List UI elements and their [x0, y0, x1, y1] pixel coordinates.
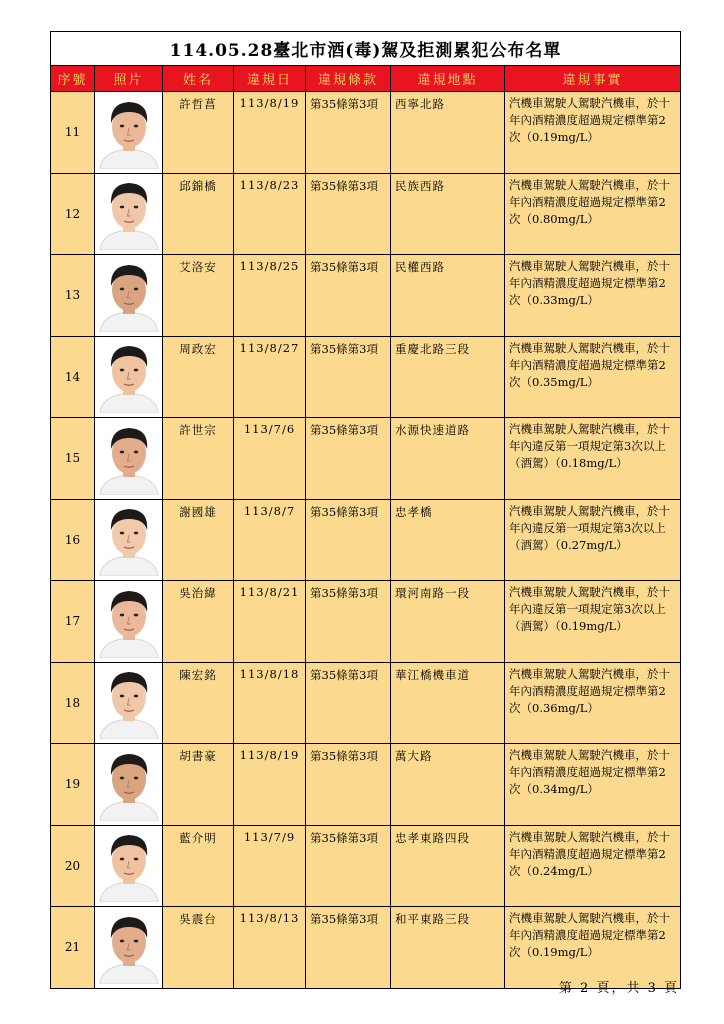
row-name: 許世宗	[163, 418, 234, 500]
person-photo-icon	[98, 93, 160, 169]
row-place: 華江橋機車道	[391, 662, 505, 744]
row-place: 忠孝東路四段	[391, 825, 505, 907]
row-fact: 汽機車駕駛人駕駛汽機車，於十年內酒精濃度超過規定標準第2次（0.35mg/L）	[505, 336, 681, 418]
row-name: 藍介明	[163, 825, 234, 907]
row-seq: 14	[51, 336, 95, 418]
row-seq: 15	[51, 418, 95, 500]
row-place: 西寧北路	[391, 92, 505, 174]
row-photo	[95, 418, 163, 500]
row-seq: 12	[51, 173, 95, 255]
row-name: 陳宏銘	[163, 662, 234, 744]
table-row	[51, 825, 681, 907]
row-article: 第35條第3項	[306, 907, 391, 989]
table-row	[51, 255, 681, 337]
person-photo-icon	[98, 826, 160, 902]
page-number: 第 2 頁，共 3 頁	[558, 981, 679, 996]
person-photo-icon	[98, 500, 160, 576]
row-date: 113/8/23	[234, 173, 306, 255]
header-fact: 違規事實	[505, 66, 681, 92]
table-row	[51, 92, 681, 174]
row-photo	[95, 581, 163, 663]
row-fact: 汽機車駕駛人駕駛汽機車，於十年內酒精濃度超過規定標準第2次（0.19mg/L）	[505, 907, 681, 989]
row-name: 艾洛安	[163, 255, 234, 337]
table-row	[51, 499, 681, 581]
row-name: 謝國雄	[163, 499, 234, 581]
person-photo-icon	[98, 419, 160, 495]
row-name: 許哲菖	[163, 92, 234, 174]
row-name: 邱錦橋	[163, 173, 234, 255]
row-article: 第35條第3項	[306, 336, 391, 418]
row-article: 第35條第3項	[306, 662, 391, 744]
offender-list	[50, 31, 680, 989]
row-name: 吳震台	[163, 907, 234, 989]
row-article: 第35條第3項	[306, 744, 391, 826]
row-photo	[95, 336, 163, 418]
row-date: 113/7/9	[234, 825, 306, 907]
row-photo	[95, 662, 163, 744]
row-fact: 汽機車駕駛人駕駛汽機車，於十年內違反第一項規定第3次以上（酒駕）（0.18mg/L）	[505, 418, 681, 500]
row-photo	[95, 499, 163, 581]
row-photo	[95, 907, 163, 989]
row-name: 周政宏	[163, 336, 234, 418]
row-article: 第35條第3項	[306, 418, 391, 500]
row-seq: 20	[51, 825, 95, 907]
person-photo-icon	[98, 174, 160, 250]
row-seq: 19	[51, 744, 95, 826]
row-fact: 汽機車駕駛人駕駛汽機車，於十年內酒精濃度超過規定標準第2次（0.33mg/L）	[505, 255, 681, 337]
table-row	[51, 173, 681, 255]
row-fact: 汽機車駕駛人駕駛汽機車，於十年內酒精濃度超過規定標準第2次（0.24mg/L）	[505, 825, 681, 907]
row-place: 水源快速道路	[391, 418, 505, 500]
header-date: 違規日	[234, 66, 306, 92]
header-name: 姓名	[163, 66, 234, 92]
row-article: 第35條第3項	[306, 92, 391, 174]
row-article: 第35條第3項	[306, 825, 391, 907]
row-place: 重慶北路三段	[391, 336, 505, 418]
header-seq: 序號	[51, 66, 95, 92]
table-header	[51, 66, 681, 92]
person-photo-icon	[98, 256, 160, 332]
row-date: 113/8/25	[234, 255, 306, 337]
row-fact: 汽機車駕駛人駕駛汽機車，於十年內酒精濃度超過規定標準第2次（0.36mg/L）	[505, 662, 681, 744]
row-name: 胡書豪	[163, 744, 234, 826]
table-row	[51, 662, 681, 744]
table-row	[51, 907, 681, 989]
row-photo	[95, 173, 163, 255]
row-place: 和平東路三段	[391, 907, 505, 989]
row-place: 忠孝橋	[391, 499, 505, 581]
row-name: 吳治緯	[163, 581, 234, 663]
offender-table	[50, 31, 681, 989]
row-photo	[95, 744, 163, 826]
row-article: 第35條第3項	[306, 499, 391, 581]
row-date: 113/8/19	[234, 744, 306, 826]
row-seq: 11	[51, 92, 95, 174]
row-seq: 13	[51, 255, 95, 337]
row-article: 第35條第3項	[306, 255, 391, 337]
row-photo	[95, 255, 163, 337]
row-date: 113/8/18	[234, 662, 306, 744]
row-article: 第35條第3項	[306, 581, 391, 663]
row-seq: 17	[51, 581, 95, 663]
row-fact: 汽機車駕駛人駕駛汽機車，於十年內違反第一項規定第3次以上（酒駕）（0.19mg/L）	[505, 581, 681, 663]
person-photo-icon	[98, 337, 160, 413]
table-row	[51, 744, 681, 826]
header-photo: 照片	[95, 66, 163, 92]
row-date: 113/8/13	[234, 907, 306, 989]
page-title: 114.05.28臺北市酒(毒)駕及拒測累犯公布名單	[51, 32, 681, 66]
table-row	[51, 418, 681, 500]
table-row	[51, 336, 681, 418]
person-photo-icon	[98, 582, 160, 658]
row-place: 民權西路	[391, 255, 505, 337]
row-fact: 汽機車駕駛人駕駛汽機車，於十年內酒精濃度超過規定標準第2次（0.34mg/L）	[505, 744, 681, 826]
row-place: 萬大路	[391, 744, 505, 826]
header-article: 違規條款	[306, 66, 391, 92]
row-date: 113/8/27	[234, 336, 306, 418]
row-seq: 18	[51, 662, 95, 744]
row-seq: 21	[51, 907, 95, 989]
row-fact: 汽機車駕駛人駕駛汽機車，於十年內酒精濃度超過規定標準第2次（0.19mg/L）	[505, 92, 681, 174]
row-fact: 汽機車駕駛人駕駛汽機車，於十年內違反第一項規定第3次以上（酒駕）（0.27mg/L）	[505, 499, 681, 581]
row-place: 民族西路	[391, 173, 505, 255]
row-seq: 16	[51, 499, 95, 581]
person-photo-icon	[98, 663, 160, 739]
row-date: 113/8/21	[234, 581, 306, 663]
row-date: 113/7/6	[234, 418, 306, 500]
person-photo-icon	[98, 745, 160, 821]
person-photo-icon	[98, 908, 160, 984]
row-article: 第35條第3項	[306, 173, 391, 255]
row-photo	[95, 92, 163, 174]
header-place: 違規地點	[391, 66, 505, 92]
row-date: 113/8/7	[234, 499, 306, 581]
row-place: 環河南路一段	[391, 581, 505, 663]
row-fact: 汽機車駕駛人駕駛汽機車，於十年內酒精濃度超過規定標準第2次（0.80mg/L）	[505, 173, 681, 255]
table-row	[51, 581, 681, 663]
row-photo	[95, 825, 163, 907]
row-date: 113/8/19	[234, 92, 306, 174]
